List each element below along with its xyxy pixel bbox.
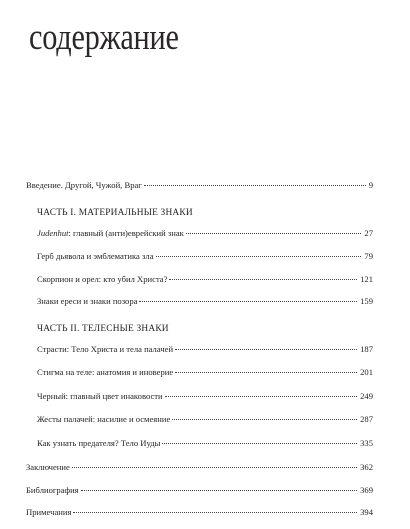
dot-leader	[175, 349, 357, 350]
toc-entry-label: Черный: главный цвет инаковости	[37, 391, 163, 401]
toc-entry-page: 394	[360, 507, 373, 517]
toc-entry-label	[37, 227, 184, 239]
toc-entry[interactable]	[37, 413, 373, 425]
toc-entry-page: 335	[360, 438, 373, 448]
toc-entry-label: Герб дьявола и эмблематика зла	[37, 251, 154, 261]
dot-leader	[81, 490, 357, 491]
toc-entry-page: 369	[360, 485, 373, 495]
toc-entry[interactable]	[37, 437, 373, 449]
toc-entry[interactable]	[37, 343, 373, 355]
toc-entry-notes[interactable]	[26, 506, 373, 518]
toc-entry-label: Скорпион и орел: кто убил Христа?	[37, 274, 168, 284]
toc-entry-page: 159	[360, 296, 373, 306]
toc-entry-bibliography[interactable]	[26, 484, 373, 496]
dot-leader	[175, 372, 357, 373]
toc-entry-page: 201	[360, 367, 373, 377]
page-title: содержание	[29, 17, 179, 58]
dot-leader	[144, 185, 366, 186]
toc-entry[interactable]	[37, 295, 373, 307]
toc-entry-page: 27	[364, 228, 373, 238]
dot-leader	[186, 233, 362, 234]
toc-entry-label: Как узнать предателя? Тело Иуды	[37, 438, 161, 448]
dot-leader	[162, 443, 357, 444]
toc-entry-label: Знаки ереси и знаки позора	[37, 296, 138, 306]
toc-entry-conclusion[interactable]	[26, 461, 373, 473]
dot-leader	[72, 467, 357, 468]
toc-entry-intro[interactable]	[26, 179, 373, 191]
part-heading-2: ЧАСТЬ II. ТЕЛЕСНЫЕ ЗНАКИ	[37, 324, 169, 334]
dot-leader	[172, 419, 357, 420]
toc-entry-label: Стигма на теле: анатомия и иноверие	[37, 367, 174, 377]
toc-entry-label-italic: Judenhut	[37, 228, 69, 238]
dot-leader	[73, 512, 357, 513]
toc-entry[interactable]	[37, 273, 373, 285]
toc-entry-page: 187	[360, 344, 373, 354]
part-heading-1: ЧАСТЬ I. МАТЕРИАЛЬНЫЕ ЗНАКИ	[37, 208, 193, 218]
dot-leader	[156, 256, 362, 257]
toc-entry-page: 79	[364, 251, 373, 261]
dot-leader	[139, 301, 357, 302]
toc-entry-page: 362	[360, 462, 373, 472]
toc-entry-page: 121	[360, 274, 373, 284]
toc-entry[interactable]	[37, 250, 373, 262]
toc-entry-label: Заключение	[26, 462, 70, 472]
toc-entry-label-rest: : главный (анти)еврейский знак	[68, 228, 184, 238]
toc-entry[interactable]	[37, 227, 373, 239]
toc-entry-label: Жесты палачей: насилие и осмеяние	[37, 414, 171, 424]
toc-entry[interactable]	[37, 390, 373, 402]
toc-entry-label: Страсти: Тело Христа и тела палачей	[37, 344, 174, 354]
toc-entry-page: 287	[360, 414, 373, 424]
toc-entry[interactable]	[37, 366, 373, 378]
toc-entry-page: 9	[368, 180, 373, 190]
dot-leader	[165, 396, 357, 397]
toc-entry-label: Введение. Другой, Чужой, Враг	[26, 180, 142, 190]
toc-entry-page: 249	[360, 391, 373, 401]
toc-entry-label: Библиография	[26, 485, 79, 495]
toc-entry-label: Примечания	[26, 507, 72, 517]
dot-leader	[169, 279, 357, 280]
